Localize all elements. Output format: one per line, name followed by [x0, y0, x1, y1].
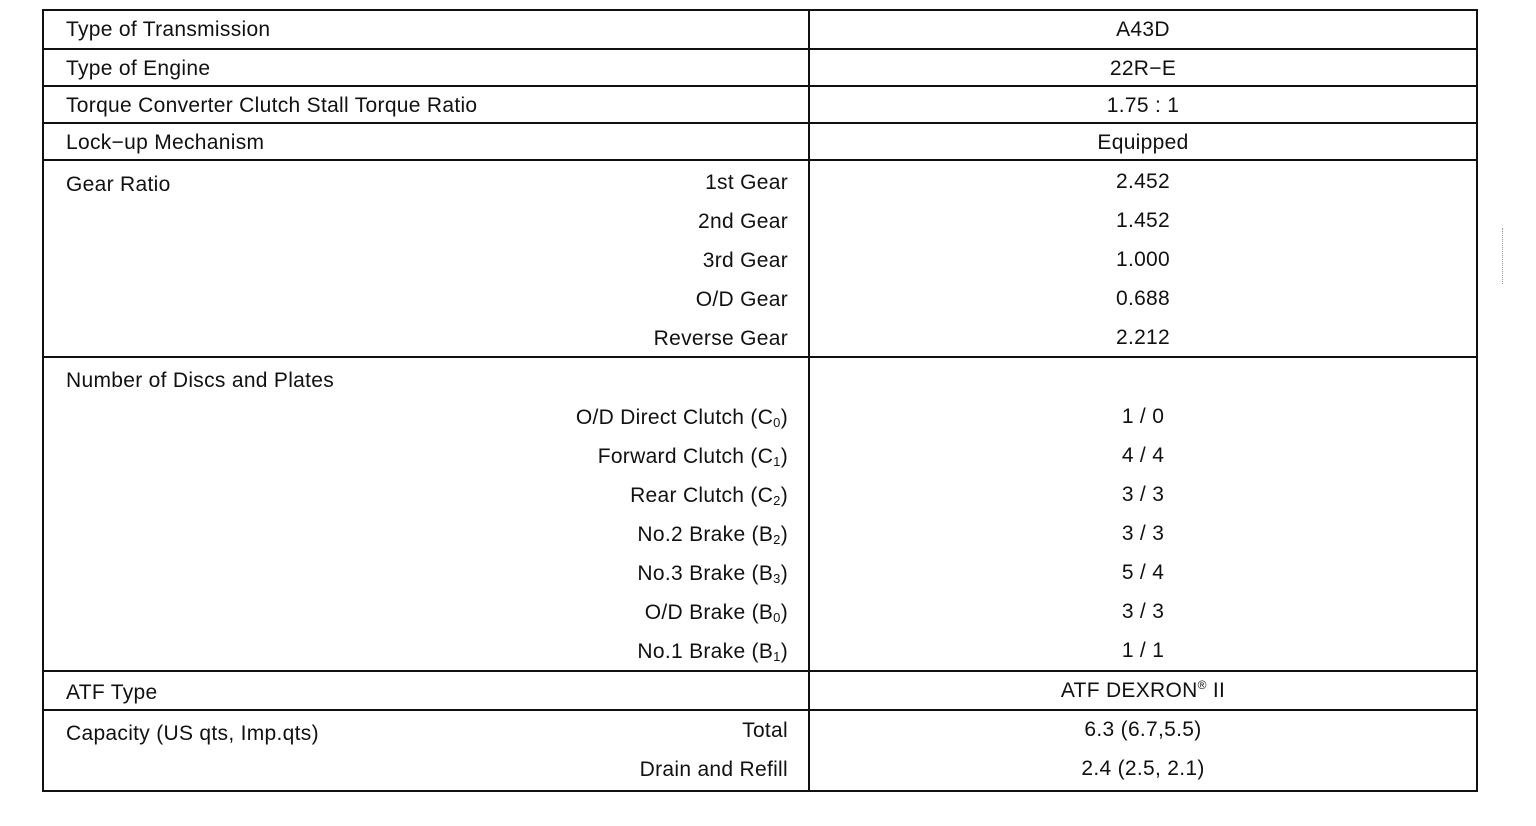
capacity-drain-refill-value: 2.4 (2.5, 2.1) — [1081, 757, 1205, 780]
row-gear-ratio — [44, 159, 1476, 356]
gear-reverse-value: 2.212 — [1115, 326, 1171, 349]
disc-od-direct-clutch-value: 1 / 0 — [1121, 405, 1165, 428]
gear-1st-value: 2.452 — [1115, 170, 1171, 193]
value-stall-ratio: 1.75 : 1 — [1106, 94, 1180, 117]
capacity-total-value: 6.3 (6.7,5.5) — [1084, 718, 1202, 741]
gear-1st-label: 1st Gear — [705, 171, 788, 194]
row-stall-ratio — [44, 85, 1476, 122]
row-discs-plates — [44, 356, 1476, 670]
disc-rear-clutch-label: Rear Clutch $(C_2)$ — [630, 484, 788, 508]
label-discs-plates: Number of Discs and Plates — [66, 369, 335, 392]
label-gear-ratio: Gear Ratio — [66, 173, 171, 196]
disc-od-direct-clutch-label: O/D Direct Clutch $(C_0)$ — [575, 406, 788, 430]
value-engine: 22R−E — [1109, 57, 1177, 80]
row-capacity — [44, 709, 1476, 790]
disc-no3-brake-label: No.3 Brake $(B_3)$ — [637, 562, 788, 586]
value-lockup: Equipped — [1097, 131, 1189, 154]
gear-od-value: 0.688 — [1115, 287, 1171, 310]
label-stall-ratio: Torque Converter Clutch Stall Torque Ratio — [66, 94, 478, 117]
label-lockup: Lock−up Mechanism — [66, 131, 265, 154]
value-atf-type: ATF DEXRON® II — [1060, 678, 1226, 702]
gear-reverse-label: Reverse Gear — [653, 327, 788, 350]
value-transmission: A43D — [1116, 18, 1170, 41]
disc-no1-brake-value: 1 / 1 — [1121, 639, 1165, 662]
label-transmission: Type of Transmission — [66, 18, 271, 41]
capacity-total-label: Total — [742, 719, 788, 742]
disc-no1-brake-label: No.1 Brake $(B_1)$ — [637, 640, 788, 664]
capacity-drain-refill-label: Drain and Refill — [639, 758, 788, 781]
gear-3rd-value: 1.000 — [1115, 248, 1171, 271]
specifications-table — [42, 9, 1478, 792]
row-lockup — [44, 122, 1476, 159]
row-atf-type — [44, 670, 1476, 709]
disc-forward-clutch-value: 4 / 4 — [1121, 444, 1165, 467]
disc-rear-clutch-value: 3 / 3 — [1121, 483, 1165, 506]
gear-2nd-label: 2nd Gear — [698, 210, 788, 233]
label-engine: Type of Engine — [66, 57, 211, 80]
row-engine — [44, 48, 1476, 85]
row-transmission — [44, 11, 1476, 48]
disc-no2-brake-value: 3 / 3 — [1121, 522, 1165, 545]
disc-forward-clutch-label: Forward Clutch $(C_1)$ — [597, 445, 788, 469]
label-capacity: Capacity (US qts, Imp.qts) — [66, 722, 319, 745]
disc-no2-brake-label: No.2 Brake $(B_2)$ — [637, 523, 788, 547]
gear-od-label: O/D Gear — [695, 288, 788, 311]
disc-od-brake-value: 3 / 3 — [1121, 600, 1165, 623]
gear-3rd-label: 3rd Gear — [702, 249, 788, 272]
gear-2nd-value: 1.452 — [1115, 209, 1171, 232]
disc-od-brake-label: O/D Brake $(B_0)$ — [644, 601, 788, 625]
disc-no3-brake-value: 5 / 4 — [1121, 561, 1165, 584]
scan-artifact-line — [1502, 228, 1503, 284]
label-atf-type: ATF Type — [66, 681, 158, 704]
